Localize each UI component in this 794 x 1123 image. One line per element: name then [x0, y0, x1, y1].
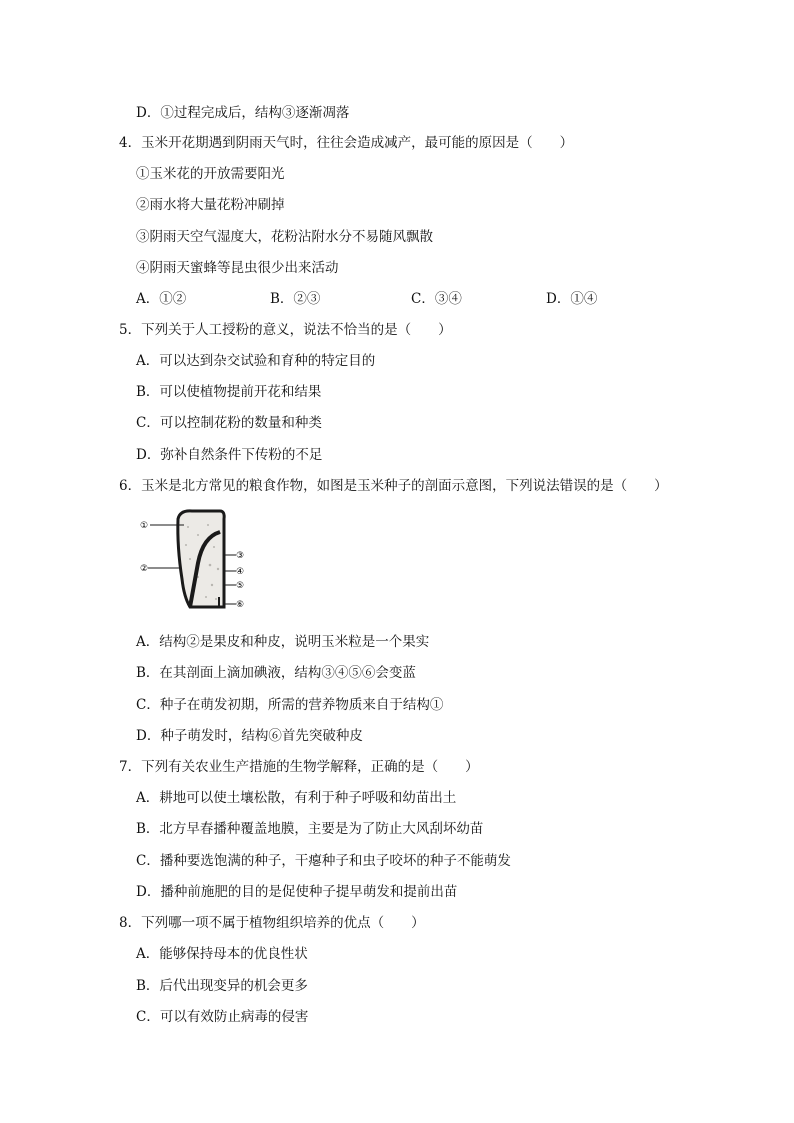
- q4-statement-1: ①玉米花的开放需要阳光: [136, 166, 285, 182]
- q7-option-b: B．北方早春播种覆盖地膜，主要是为了防止大风刮坏幼苗: [136, 821, 484, 837]
- q6-option-b: B．在其剖面上滴加碘液，结构③④⑤⑥会变蓝: [136, 665, 416, 681]
- q4-option-c: C．③④: [411, 291, 462, 307]
- q8-stem: 8．下列哪一项不属于植物组织培养的优点（ ）: [119, 915, 425, 931]
- fig-label-4: ④: [236, 567, 245, 577]
- q7-stem: 7．下列有关农业生产措施的生物学解释，正确的是（ ）: [119, 759, 479, 775]
- q6-stem: 6．玉米是北方常见的粮食作物，如图是玉米种子的剖面示意图，下列说法错误的是（ ）: [119, 478, 668, 494]
- q4-statement-3: ③阴雨天空气湿度大，花粉沾附水分不易随风飘散: [136, 229, 433, 245]
- fig-label-5: ⑤: [236, 581, 245, 591]
- fig-label-6: ⑥: [236, 600, 245, 610]
- q4-options-row: [136, 289, 656, 309]
- q4-statement-2: ②雨水将大量花粉冲刷掉: [136, 197, 285, 213]
- q8-option-c: C．可以有效防止病毒的侵害: [136, 1009, 309, 1025]
- q4-stem: 4．玉米开花期遇到阴雨天气时，往往会造成减产，最可能的原因是（ ）: [119, 135, 574, 151]
- q5-option-d: D．弥补自然条件下传粉的不足: [136, 447, 323, 463]
- q5-stem: 5．下列关于人工授粉的意义，说法不恰当的是（ ）: [119, 322, 452, 338]
- q4-option-a: A．①②: [136, 291, 187, 307]
- q5-option-a: A．可以达到杂交试验和育种的特定目的: [136, 353, 376, 369]
- seed-outline: [178, 511, 224, 607]
- q7-option-c: C．播种要选饱满的种子，干瘪种子和虫子咬坏的种子不能萌发: [136, 853, 511, 869]
- q5-option-c: C．可以控制花粉的数量和种类: [136, 415, 322, 431]
- q8-option-b: B．后代出现变异的机会更多: [136, 978, 308, 994]
- corn-seed-diagram: [140, 507, 255, 617]
- q4-statement-4: ④阴雨天蜜蜂等昆虫很少出来活动: [136, 260, 339, 276]
- q5-option-b: B．可以使植物提前开花和结果: [136, 384, 322, 400]
- q6-option-a: A．结构②是果皮和种皮，说明玉米粒是一个果实: [136, 634, 430, 650]
- q4-option-d: D．①④: [546, 291, 598, 307]
- q6-option-d: D．种子萌发时，结构⑥首先突破种皮: [136, 728, 363, 744]
- fig-label-3: ③: [236, 551, 245, 561]
- q4-option-b: B．②③: [270, 291, 321, 307]
- q6-option-c: C．种子在萌发初期，所需的营养物质来自于结构①: [136, 697, 444, 713]
- fig-label-2: ②: [140, 564, 149, 574]
- q7-option-d: D．播种前施肥的目的是促使种子提早萌发和提前出苗: [136, 884, 458, 900]
- corn-seed-section-figure: [140, 507, 255, 617]
- q7-option-a: A．耕地可以使土壤松散，有利于种子呼吸和幼苗出土: [136, 790, 457, 806]
- q3-option-d: D．①过程完成后，结构③逐渐凋落: [136, 105, 350, 121]
- fig-label-1: ①: [140, 521, 149, 531]
- q8-option-a: A．能够保持母本的优良性状: [136, 946, 308, 962]
